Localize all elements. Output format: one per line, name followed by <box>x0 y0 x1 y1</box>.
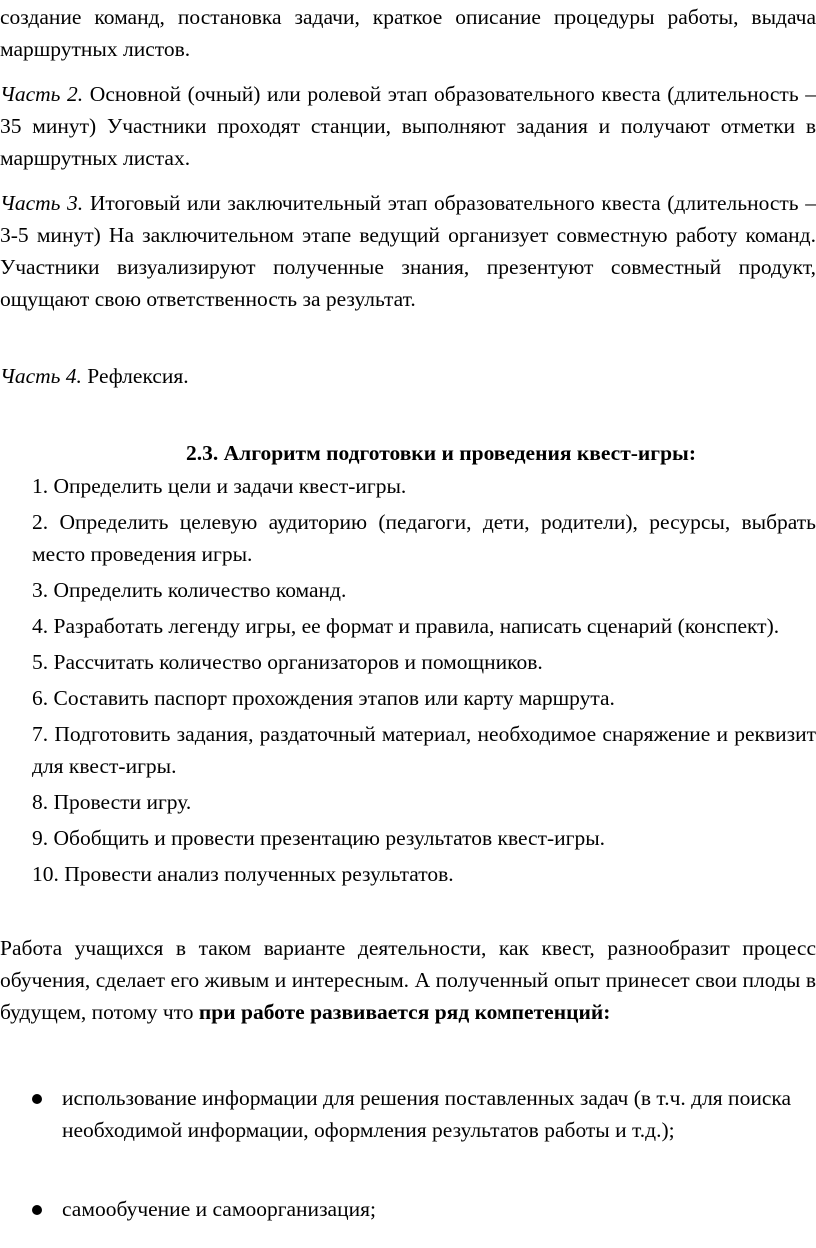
part3-text: Итоговый или заключительный этап образовательного квеста (длительность – 3-5 минут) На заключительном этапе ведущий организует совместную работу команд. Участники визуализируют полученные знания, презентуют совместный продукт, ощущают свою ответственность за результат. <box>0 191 816 311</box>
bullet-dot-icon <box>32 1205 42 1215</box>
conclusion-text: Работа учащихся в таком варианте деятельности, как квест, разнообразит процесс обучения, сделает его живым и интересным. А полученный опыт принесет свои плоды в будущем, потому что <box>0 936 816 1024</box>
bullet-dot-icon <box>32 1094 42 1104</box>
part3-paragraph <box>0 187 816 315</box>
list-item: 7. Подготовить задания, раздаточный материал, необходимое снаряжение и реквизит для квест-игры. <box>32 722 816 778</box>
part3-label: Часть 3. <box>0 191 84 215</box>
list-item: 5. Рассчитать количество организаторов и помощников. <box>32 650 543 674</box>
part2-paragraph <box>0 78 816 174</box>
intro-paragraph: создание команд, постановка задачи, краткое описание процедуры работы, выдача маршрутных листов. <box>0 5 816 61</box>
part4-label: Часть 4. <box>0 364 82 388</box>
part4-text: Рефлексия. <box>81 364 189 388</box>
algorithm-steps-list <box>32 470 816 894</box>
list-item: использование информации для решения поставленных задач (в т.ч. для поиска необходимой информации, оформления результатов работы и т.д.); <box>0 1082 816 1146</box>
list-item: 3. Определить количество команд. <box>32 578 347 602</box>
part4-paragraph <box>0 360 816 392</box>
conclusion-paragraph <box>0 932 816 1028</box>
list-item: 8. Провести игру. <box>32 790 192 814</box>
list-item: 9. Обобщить и провести презентацию результатов квест-игры. <box>32 826 606 850</box>
conclusion-bold-text: при работе развивается ряд компетенций: <box>198 1000 611 1024</box>
part2-text: Основной (очный) или ролевой этап образовательного квеста (длительность – 35 минут) Участники проходят станции, выполняют задания и получают отметки в маршрутных листах. <box>0 82 816 170</box>
list-item: 10. Провести анализ полученных результатов. <box>32 862 454 886</box>
competencies-list <box>0 1082 816 1146</box>
section-heading: 2.3. Алгоритм подготовки и проведения квест-игры: <box>186 441 696 465</box>
list-item: 2. Определить целевую аудиторию (педагоги, дети, родители), ресурсы, выбрать место проведения игры. <box>32 510 816 566</box>
list-item: самообучение и самоорганизация; <box>0 1193 816 1225</box>
part2-label: Часть 2. <box>0 82 84 106</box>
list-item: 4. Разработать легенду игры, ее формат и правила, написать сценарий (конспект). <box>32 614 780 638</box>
competencies-list-continued <box>0 1193 816 1225</box>
list-item: 6. Составить паспорт прохождения этапов или карту маршрута. <box>32 686 615 710</box>
list-item: 1. Определить цели и задачи квест-игры. <box>32 474 407 498</box>
